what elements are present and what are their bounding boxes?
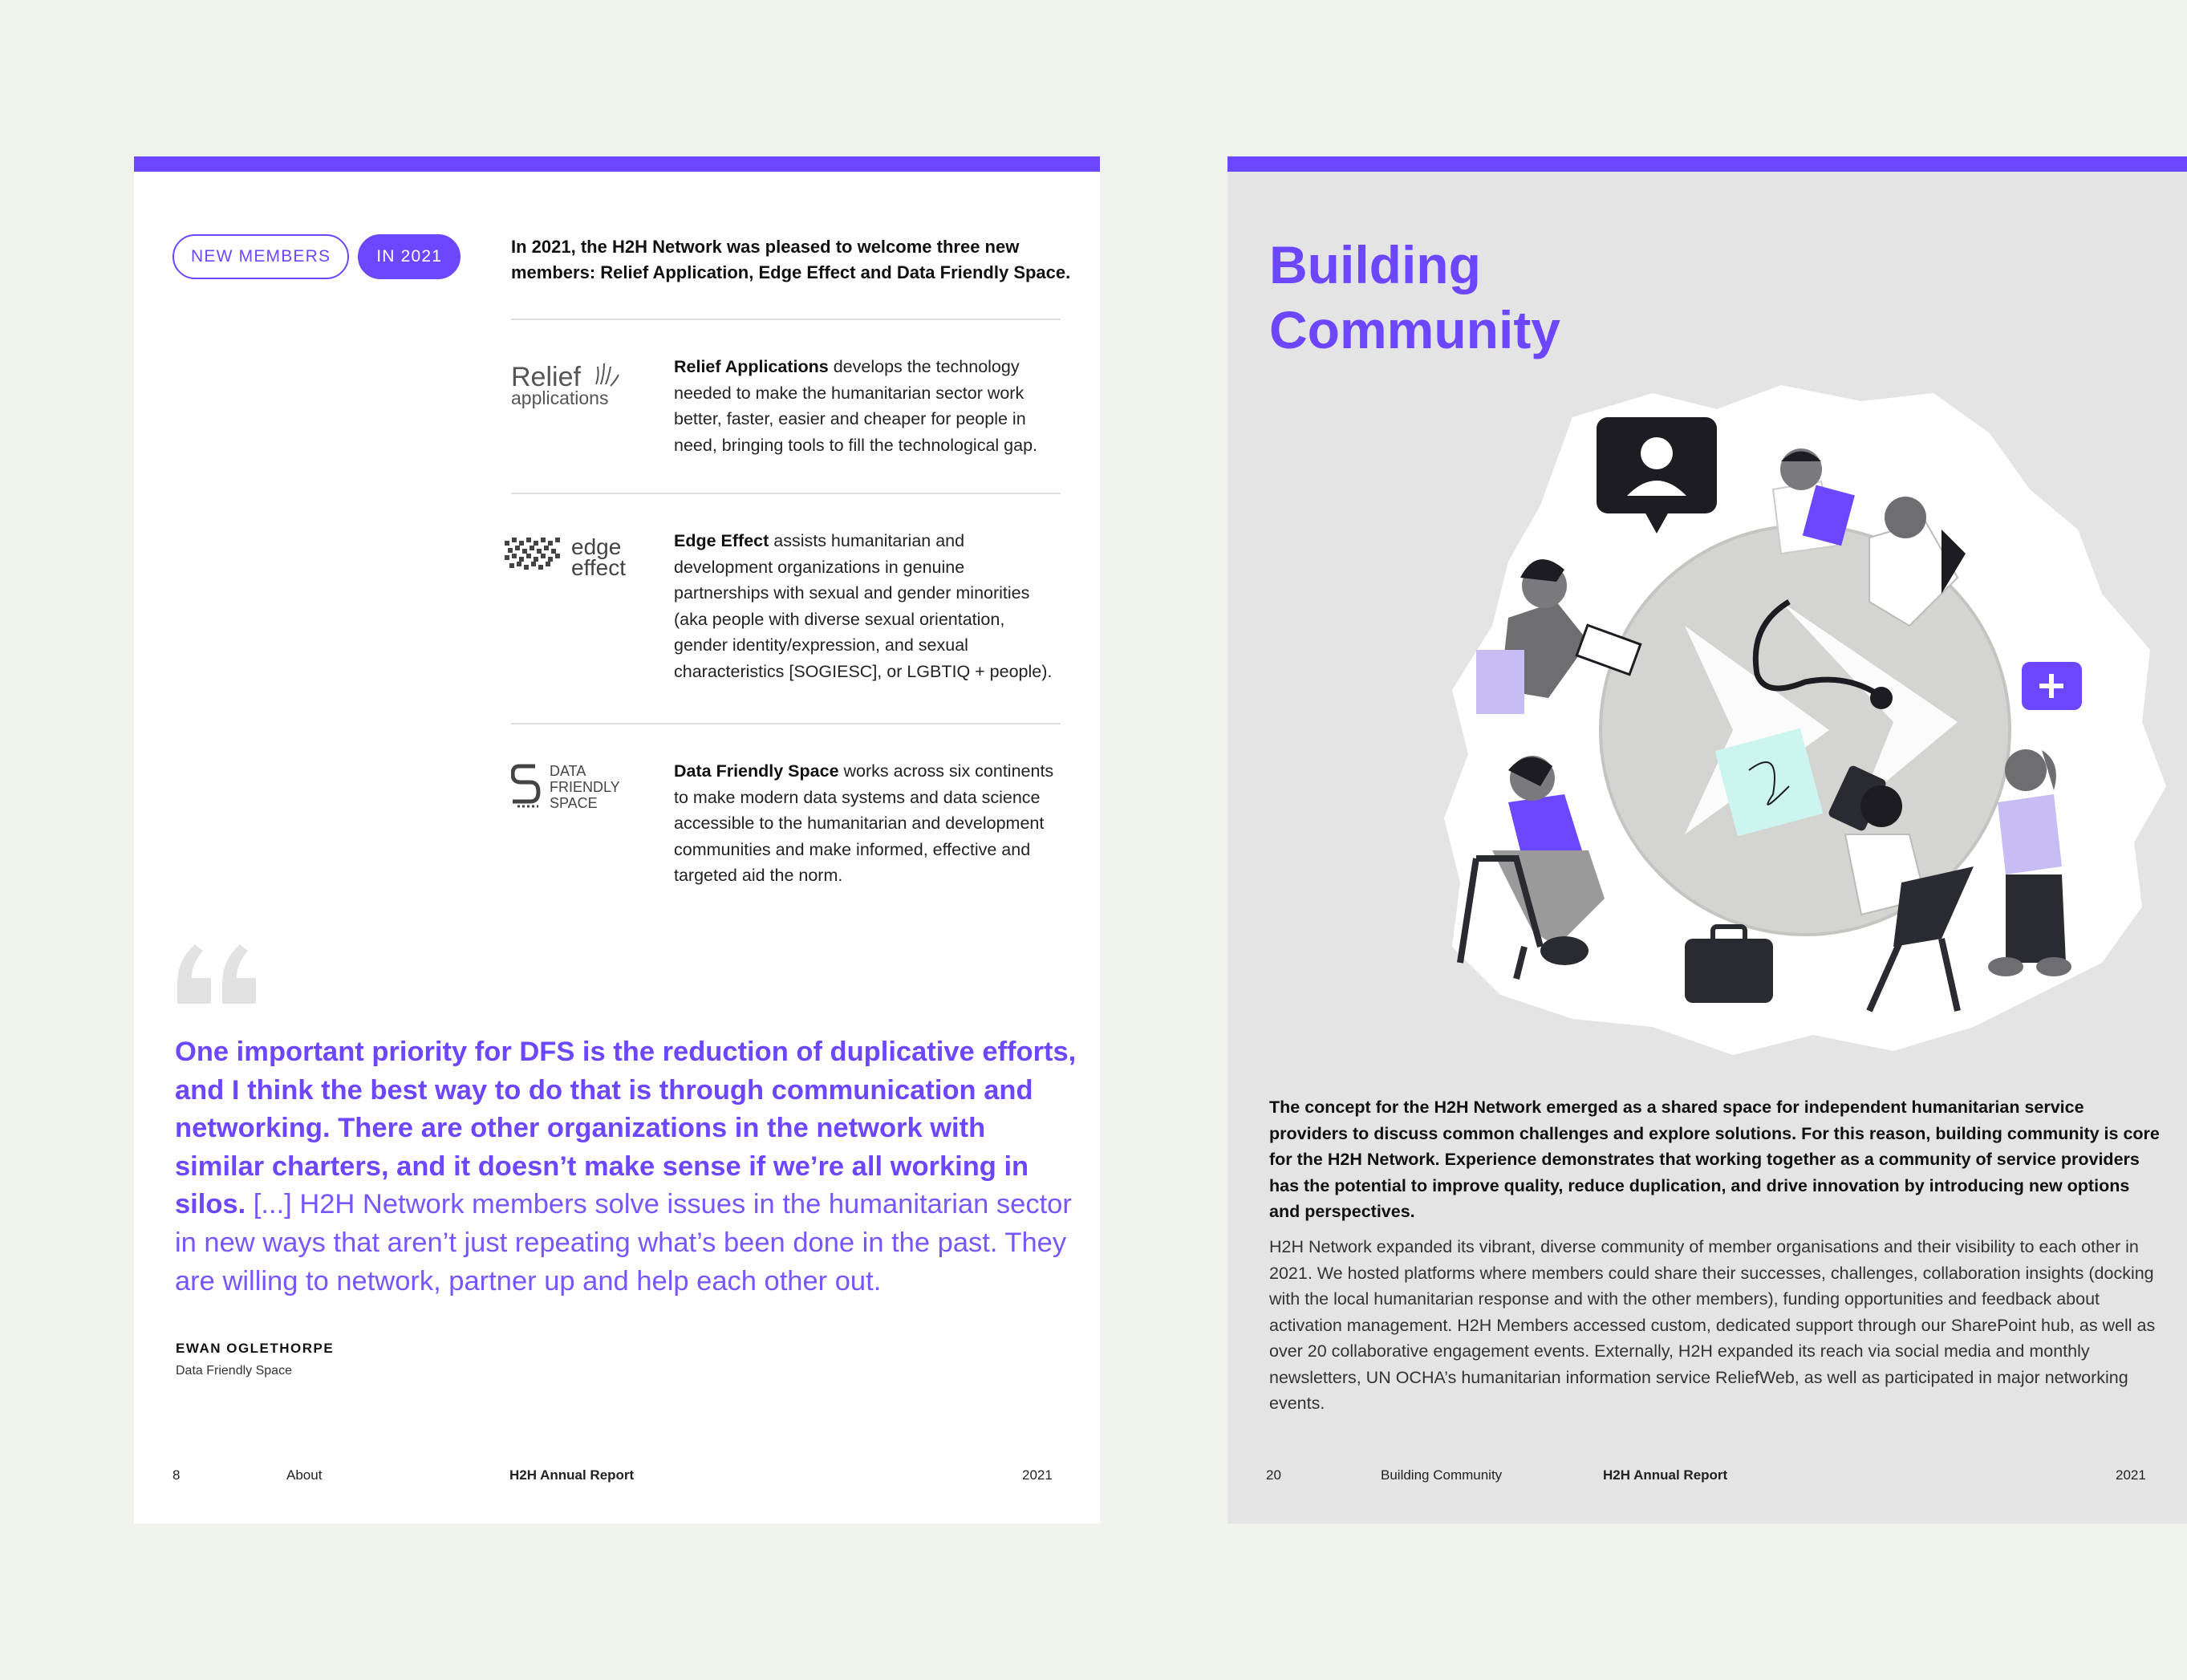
member-edge-effect [511,493,1061,723]
quote-light-text: [...] H2H Network members solve issues in the humanitarian sector in new ways that aren’t just repeating what’s been done in the past. They are willing to network, partner up and help each other out. [175,1189,1072,1297]
page-title [1269,233,1560,363]
page-number: 8 [172,1467,181,1483]
svg-text:DATA: DATA [550,763,586,779]
title-line-2: Community [1269,300,1560,359]
footer-section: About [286,1467,323,1483]
edge-effect-logo [505,526,657,590]
svg-text:FRIENDLY: FRIENDLY [550,779,620,795]
community-illustration [1444,385,2166,1059]
svg-text:SPACE: SPACE [550,795,598,811]
pull-quote [175,1033,1081,1301]
svg-text:effect: effect [571,555,626,580]
quote-mark-icon [174,941,262,1007]
svg-text:applications: applications [511,388,609,408]
quote-author-name: EWAN OGLETHORPE [176,1341,335,1356]
member-description-text: develops the technology needed to make the humanitarian sector work better, faster, easier and cheaper for people in need, bringing tools to fill the technological gap. [674,357,1038,455]
page-number: 20 [1266,1467,1281,1483]
member-description-text: assists humanitarian and development organizations in genuine partnerships with sexual and gender minorities (aka people with diverse sexual orientation, gender identity/expression, and sexual characteristics [SOGIESC], or LGBTIQ + people). [674,531,1053,681]
data-friendly-space-logo [511,757,663,821]
member-description-text: works across six continents to make modern data systems and data science accessible to the humanitarian and development communities and make informed, effective and targeted aid the norm. [674,761,1054,885]
section-pills [172,234,461,279]
member-description [674,528,1063,684]
footer-report-title: H2H Annual Report [509,1467,635,1483]
year-pill: IN 2021 [358,234,461,279]
footer-year: 2021 [2116,1467,2146,1483]
quote-bold-text: One important priority for DFS is the reduction of duplicative efforts, and I think the best way to do that is through communication and networking. There are other organizations in the network with similar charters, and it doesn’t make sense if we’re all working in silos. [175,1037,1077,1220]
member-relief-applications [511,319,1061,493]
title-line-1: Building [1269,235,1481,294]
members-list [511,319,1061,895]
lead-paragraph: The concept for the H2H Network emerged as a shared space for independent humanitarian service providers to discuss common challenges and explore solutions. For this reason, building community is core for the H2H Network. Experience demonstrates that working together as a community of service providers has the potential to improve quality, reduce duplication, and drive innovation by introducing new options and perspectives. [1269,1098,2160,1221]
accent-bar [134,156,1100,172]
footer-section: Building Community [1381,1467,1503,1483]
member-name: Data Friendly Space [674,761,839,781]
member-name: Relief Applications [674,357,829,376]
body-paragraph: H2H Network expanded its vibrant, diverse community of member organisations and their visibility to each other in 2021. We hosted platforms where members could share their successes, challenges, collaboration insights (docking with the local humanitarian response and with the other members), funding opportunities and feedback about activation management. H2H Members accessed custom, dedicated support through our SharePoint hub, as well as over 20 collaborative engagement events. Externally, H2H expanded its reach via social media and monthly newsletters, UN OCHA’s humanitarian information service ReliefWeb, as well as participated in major networking events. [1269,1237,2156,1413]
member-description [674,354,1063,458]
svg-text:Relief: Relief [511,362,581,392]
new-members-pill: NEW MEMBERS [172,234,349,279]
footer-year: 2021 [1022,1467,1053,1483]
member-data-friendly-space [511,723,1061,895]
left-page [134,156,1100,1524]
relief-applications-logo [511,352,663,416]
intro-text: In 2021, the H2H Network was pleased to welcome three new members: Relief Application, Edge Effect and Data Friendly Space. [511,237,1071,282]
quote-author-org: Data Friendly Space [176,1364,292,1378]
svg-text:edge: edge [571,534,622,559]
accent-bar [1227,156,2187,172]
right-page [1227,156,2187,1524]
member-description [674,758,1063,889]
member-name: Edge Effect [674,531,769,550]
footer-report-title: H2H Annual Report [1603,1467,1728,1483]
